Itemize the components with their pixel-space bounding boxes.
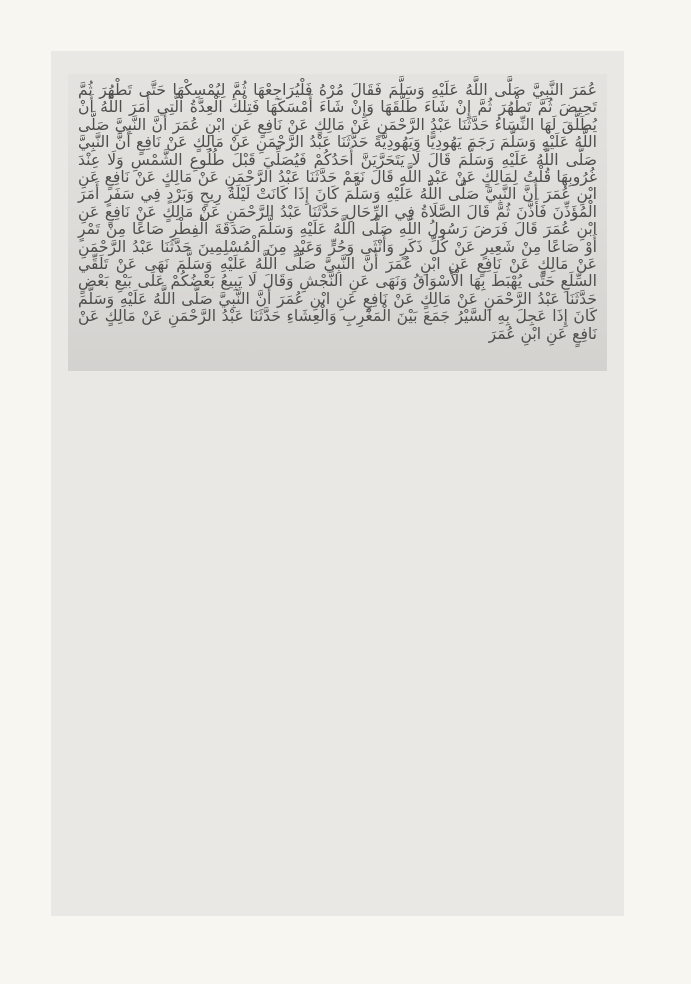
body-text: عُمَرَ النَّبِيَّ صَلَّى اللَّهُ عَلَيْهِ وَسَلَّمَ فَقَالَ مُرْهُ فَلْيُرَاجِعْهَا ثُمَّ لِيُمْسِكْهَا حَتَّى تَطْهُرَ ثُمَّ تَحِيضَ ثُمَّ تَطْهُرَ ثُمَّ إِنْ شَاءَ طَلَّقَهَا وَإِنْ شَاءَ أَمْسَكَهَا فَتِلْكَ الْعِدَّةُ الَّتِي أَمَرَ اللَّهُ أَنْ يُطَلَّقَ لَهَا النِّسَاءُ حَدَّثَنَا عَبْدُ الرَّحْمَنِ عَنْ مَالِكٍ عَنْ نَافِعٍ عَنِ ابْنِ عُمَرَ أَنَّ النَّبِيَّ صَلَّى اللَّهُ عَلَيْهِ وَسَلَّمَ رَجَمَ يَهُودِيًّا وَيَهُودِيَّةً حَدَّثَنَا عَبْدُ الرَّحْمَنِ عَنْ مَالِكٍ عَنْ نَافِعٍ أَنَّ النَّبِيَّ صَلَّى اللَّهُ عَلَيْهِ وَسَلَّمَ قَالَ لَا يَتَحَرَّيَنَّ أَحَدُكُمْ فَيُصَلِّيَ قَبْلَ طُلُوعِ الشَّمْسِ وَلَا عِنْدَ غُرُوبِهَا قُلْتُ لِمَالِكٍ عَنْ عَبْدِ اللَّهِ قَالَ نَعَمْ حَدَّثَنَا عَبْدُ الرَّحْمَنِ عَنْ مَالِكٍ عَنْ نَافِعٍ عَنِ ابْنِ عُمَرَ أَنَّ النَّبِيَّ صَلَّى اللَّهُ عَلَيْهِ وَسَلَّمَ كَانَ إِذَا كَانَتْ لَيْلَةُ رِيحٍ وَبَرْدٍ فِي سَفَرٍ أَمَرَ الْمُؤَذِّنَ فَأَذَّنَ ثُمَّ قَالَ الصَّلَاةُ فِي الرِّحَالِ حَدَّثَنَا عَبْدُ الرَّحْمَنِ عَنْ مَالِكٍ عَنْ نَافِعٍ عَنِ ابْنِ عُمَرَ قَالَ فَرَضَ رَسُولُ اللَّهِ صَلَّى اللَّهُ عَلَيْهِ وَسَلَّمَ صَدَقَةَ الْفِطْرِ صَاعًا مِنْ تَمْرٍ أَوْ صَاعًا مِنْ شَعِيرٍ عَنْ كُلِّ ذَكَرٍ وَأُنْثَى وَحُرٍّ وَعَبْدٍ مِنَ الْمُسْلِمِينَ حَدَّثَنَا عَبْدُ الرَّحْمَنِ عَنْ مَالِكٍ عَنْ نَافِعٍ عَنِ ابْنِ عُمَرَ أَنَّ النَّبِيَّ صَلَّى اللَّهُ عَلَيْهِ وَسَلَّمَ نَهَى عَنْ تَلَقِّي السِّلَعِ حَتَّى يُهْبَطَ بِهَا الْأَسْوَاقُ وَنَهَى عَنِ النَّجْشِ وَقَالَ لَا يَبِيعُ بَعْضُكُمْ عَلَى بَيْعِ بَعْضٍ حَدَّثَنَا عَبْدُ الرَّحْمَنِ عَنْ مَالِكٍ عَنْ نَافِعٍ عَنِ ابْنِ عُمَرَ أَنَّ النَّبِيَّ صَلَّى اللَّهُ عَلَيْهِ وَسَلَّمَ كَانَ إِذَا عَجِلَ بِهِ السَّيْرُ جَمَعَ بَيْنَ الْمَغْرِبِ وَالْعِشَاءِ حَدَّثَنَا عَبْدُ الرَّحْمَنِ عَنْ مَالِكٍ عَنْ نَافِعٍ عَنِ ابْنِ عُمَرَ xyxy=(78,81,597,343)
text-block xyxy=(68,74,607,371)
